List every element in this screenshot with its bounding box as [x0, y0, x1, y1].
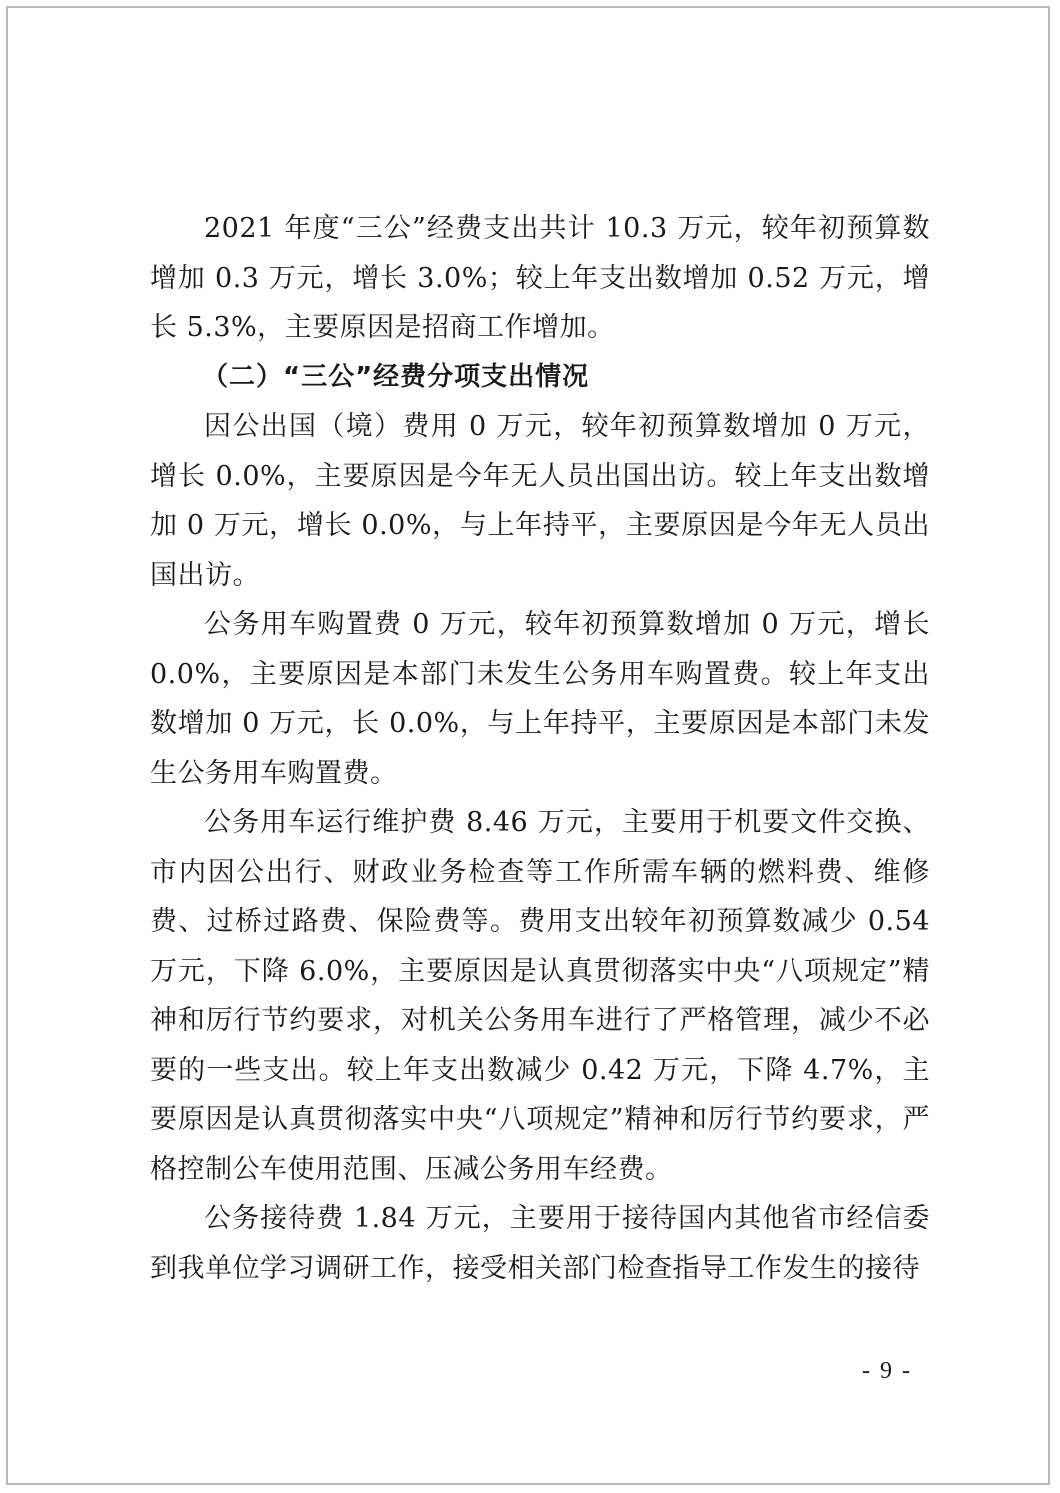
paragraph-vehicle-operation: 公务用车运行维护费 8.46 万元，主要用于机要文件交换、市内因公出行、财政业务检查等工作所需车辆的燃料费、维修费、过桥过路费、保险费等。费用支出较年初预算数减少 0.54 万元，下降 6.0%，主要原因是认真贯彻落实中央“八项规定”精神和厉行节约要求，对机关公务用车进行了严格管理，减少不必要的一些支出。较上年支出数减少 0.42 万元，下降 4.7%，主要原因是认真贯彻落实中央“八项规定”精神和厉行节约要求，严格控制公车使用范围、压减公务用车经费。	[150, 807, 930, 1185]
paragraph-overseas-travel: 因公出国（境）费用 0 万元，较年初预算数增加 0 万元，增长 0.0%，主要原因是今年无人员出国出访。较上年支出数增加 0 万元，增长 0.0%，与上年持平，主要原因是今年无人员出国出访。	[150, 411, 930, 591]
paragraph-vehicle-purchase: 公务用车购置费 0 万元，较年初预算数增加 0 万元，增长 0.0%，主要原因是本部门未发生公务用车购置费。较上年支出数增加 0 万元，长 0.0%，与上年持平，主要原因是本部门未发生公务用车购置费。	[150, 609, 930, 789]
paragraph-total-summary: 2021 年度“三公”经费支出共计 10.3 万元，较年初预算数增加 0.3 万元，增长 3.0%；较上年支出数增加 0.52 万元，增长 5.3%，主要原因是招商工作增加。	[150, 213, 930, 343]
section-heading-itemized-spending: （二）“三公”经费分项支出情况	[202, 361, 590, 392]
document-body	[150, 204, 930, 1293]
paragraph-official-reception: 公务接待费 1.84 万元，主要用于接待国内其他省市经信委到我单位学习调研工作，接受相关部门检查指导工作发生的接待	[150, 1203, 930, 1284]
page-number: - 9 -	[862, 1358, 912, 1384]
document-page	[6, 6, 1050, 1485]
